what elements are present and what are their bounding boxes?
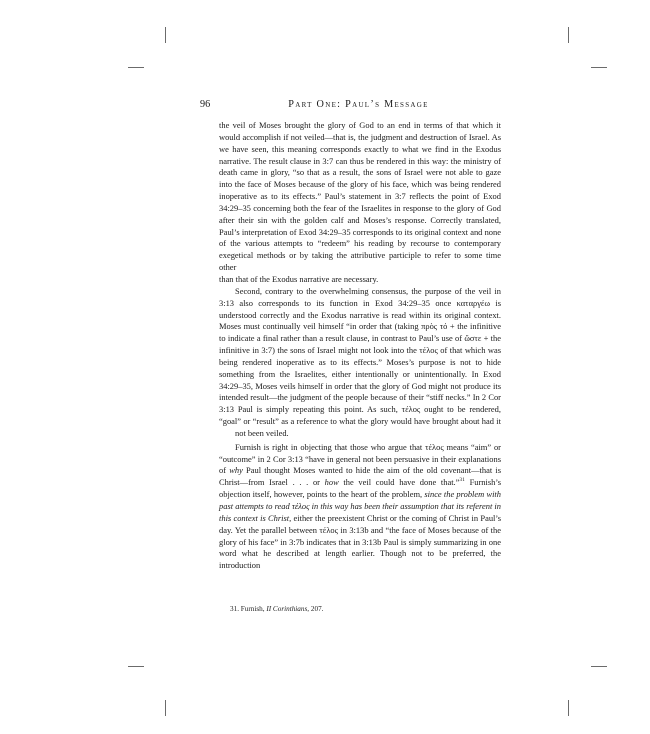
paragraph-3-text-e: , either the preexistent Christ or the coming of Christ in Paul’s day. Yet the parallel between τέλος in 3:13b and “the face of Moses because of the glory of his face” in 3:7b indicates that in 3:13b Paul is simply summarizing in one word what he described at length earlier. Though not to be preferred, the introduction bbox=[219, 512, 502, 571]
footnote-author: Furnish, bbox=[240, 605, 265, 613]
footnote bbox=[230, 605, 323, 613]
footnote-reference[interactable]: 31 bbox=[459, 477, 465, 484]
crop-mark-top-left bbox=[165, 27, 166, 43]
crop-mark-bottom-left bbox=[165, 700, 166, 716]
paragraph-1-text: the veil of Moses brought the glory of God to an end in terms of that which it would accomplish if not veiled—that is, the judgment and destruction of Israel. As we have seen, this meaning corresponds exactly to what we find in the Exodus narrative. The result clause in 3:7 can thus be rendered in this way: the ministry of death came in glory, “so that as a result, the sons of Israel were not able to gaze into the face of Moses because of the glory of his face, which was being rendered inoperative as to its effects.” Paul’s statement in 3:7 reflects the point of Exod 34:29–35 concerning both the fear of the Israelites in response to the glory of God after their sin with the golden calf and Moses’s response. Correctly translated, Paul’s interpretation of Exod 34:29–35 corresponds to its original context and none of the various attempts to “redeem” his reading by recourse to contemporary exegetical methods or by taking the attributive participle to refer to some time other bbox=[219, 120, 501, 273]
crop-mark-right-top bbox=[591, 67, 607, 68]
paragraph-3-why: why bbox=[229, 465, 243, 476]
paragraph-3-text-b: Paul thought Moses wanted to hide the aim of the old covenant—that is Christ—from Israel . . . or bbox=[219, 465, 501, 488]
crop-mark-top-right bbox=[568, 27, 569, 43]
page-header bbox=[200, 99, 501, 113]
paragraph-1 bbox=[219, 120, 501, 286]
running-head: Part One: Paul’s Message bbox=[288, 99, 429, 110]
paragraph-3-italic: since the problem with past attempts to read τέλος in this way has been their assumption that its referent in this context is Christ bbox=[219, 489, 501, 523]
paragraph-3-text-d: Furnish’s objection itself, however, points to the heart of the problem, bbox=[219, 477, 502, 500]
paragraph-2-text: Second, contrary to the overwhelming consensus, the purpose of the veil in 3:13 also corresponds to its function in Exod 34:29–35 once καταργέω is understood correctly and the Exodus narrative is read within its original context. Moses must continually veil himself “in order that (taking πρὸς τό + the infinitive to indicate a final rather than a result clause, in contrast to Paul’s use of ὥστε + the infinitive in 3:7) the sons of Israel might not look into the τέλος of that which was being rendered inoperative as to its effects.” Moses’s purpose is not to hide something from the Israelites, either intentionally or unintentionally. In Exod 34:29–35, Moses veils himself in order that the glory of God might not produce its intended result—the judgment of the people because of their “stiff necks.” In 2 Cor 3:13 Paul is simply repeating this point. As such, τέλος ought to be rendered, “goal” or “result” as a reference to what the glory would have brought about had it bbox=[219, 285, 501, 427]
crop-mark-right-bottom bbox=[591, 666, 607, 667]
crop-mark-left-top bbox=[128, 67, 144, 68]
footnote-title: II Corinthians bbox=[266, 605, 308, 613]
paragraph-2-last-line: not been veiled. bbox=[235, 427, 289, 438]
paragraph-3-text-a: Furnish is right in objecting that those who argue that τέλος means “aim” or “outcome” in 2 Cor 3:13 “have in general not been persuasive in their explanations of bbox=[219, 441, 501, 476]
crop-mark-bottom-right bbox=[568, 700, 569, 716]
footnote-label: 31. bbox=[230, 605, 239, 613]
crop-mark-left-bottom bbox=[128, 666, 144, 667]
paragraph-3-text-c: the veil could have done that.” bbox=[338, 477, 460, 488]
body-text bbox=[219, 120, 501, 572]
paragraph-2 bbox=[219, 286, 501, 440]
page-number: 96 bbox=[200, 99, 211, 110]
paragraph-3-how: how bbox=[324, 477, 339, 488]
paragraph-3 bbox=[219, 442, 501, 572]
paragraph-1-last-line: than that of the Exodus narrative are necessary. bbox=[219, 273, 379, 284]
footnote-page: , 207. bbox=[307, 605, 324, 613]
